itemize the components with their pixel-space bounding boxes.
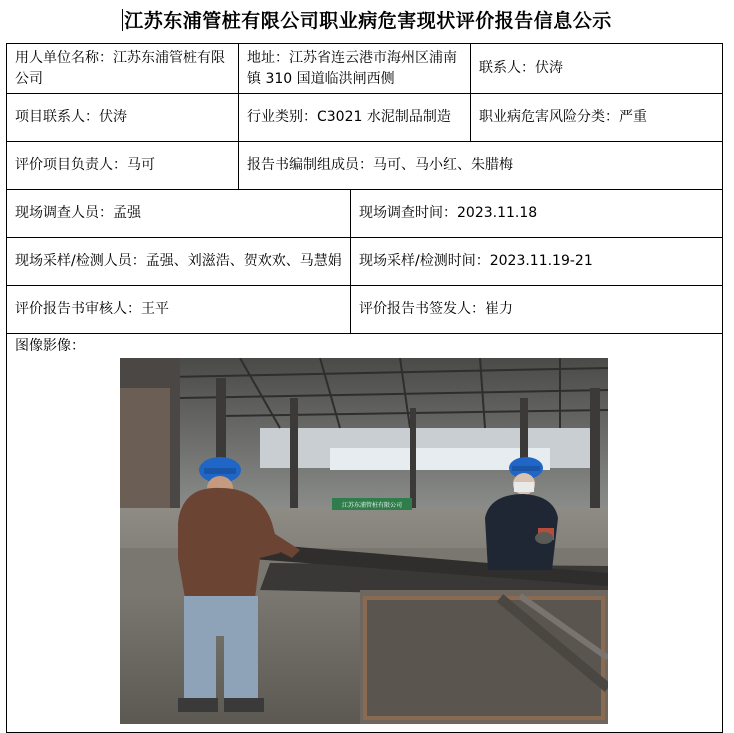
industry-cell: 行业类别：C3021 水泥制品制造 [238,93,471,142]
report-team-cell: 报告书编制组成员：马可、马小红、朱腊梅 [238,141,723,190]
address-cell: 地址：江苏省连云港市海州区浦南镇 310 国道临洪闸西侧 [238,43,471,94]
project-lead-cell: 评价项目负责人：马可 [6,141,239,190]
site-photo [120,358,608,724]
sampling-staff-cell: 现场采样/检测人员：孟强、刘滋浩、贺欢欢、马慧娟 [6,237,351,286]
title-text: 江苏东浦管桩有限公司职业病危害现状评价报告信息公示 [124,10,612,32]
risk-class-cell: 职业病危害风险分类：严重 [470,93,723,142]
reviewer-cell: 评价报告书审核人：王平 [6,285,351,334]
factory-sign-text: 江苏东浦管桩有限公司 [341,502,403,509]
images-label: 图像影像： [15,338,85,354]
survey-staff-cell: 现场调查人员：孟强 [6,189,351,238]
contact-cell: 联系人：伏涛 [470,43,723,94]
document-title [0,6,734,33]
survey-time-cell: 现场调查时间：2023.11.18 [350,189,723,238]
employer-cell: 用人单位名称：江苏东浦管桩有限公司 [6,43,239,94]
sampling-time-cell: 现场采样/检测时间：2023.11.19-21 [350,237,723,286]
project-contact-cell: 项目联系人：伏涛 [6,93,239,142]
factory-scene-illustration [120,358,608,724]
issuer-cell: 评价报告书签发人：崔力 [350,285,723,334]
